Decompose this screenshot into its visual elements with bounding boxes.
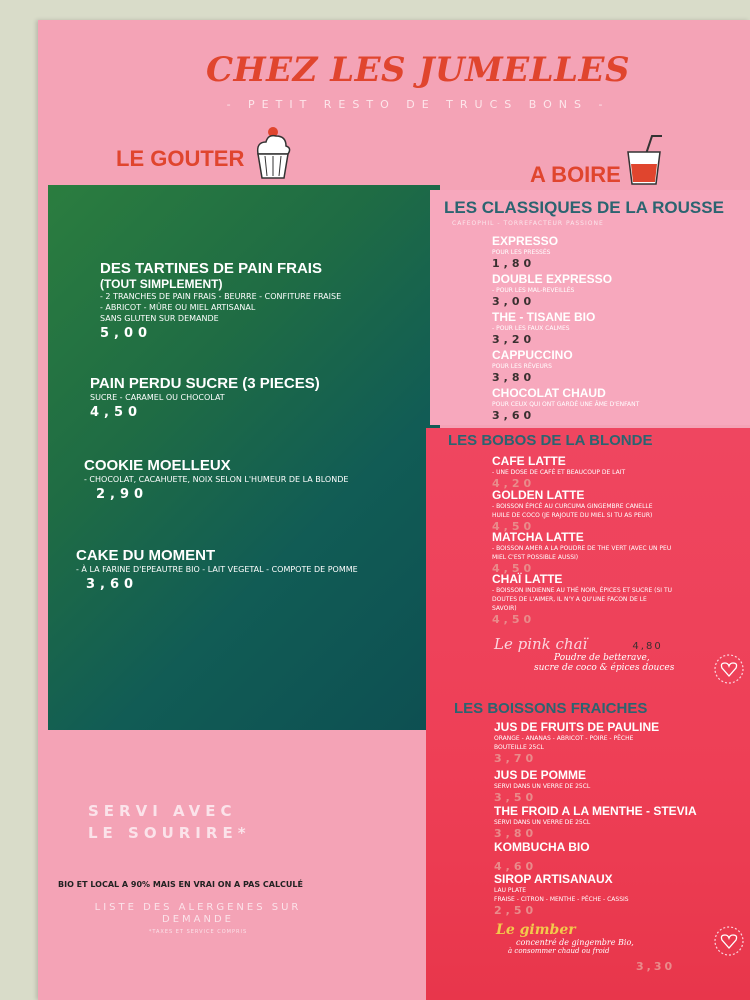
special-desc: concentré de gingembre Bio, <box>516 938 634 947</box>
bobos-heading: LES BOBOS DE LA BLONDE <box>448 432 653 449</box>
drink-desc: - BOISSON ÉPICÉ AU CURCUMA GINGEMBRE CANELLE <box>492 503 653 510</box>
drink-item <box>492 488 653 533</box>
smile-line: LE SOURIRE* <box>88 824 251 842</box>
item-name: DES TARTINES DE PAIN FRAIS <box>100 260 322 277</box>
classiques-panel <box>430 190 750 425</box>
allergen-line: LISTE DES ALERGENES SUR <box>94 902 302 913</box>
item-desc: SANS GLUTEN SUR DEMANDE <box>100 314 219 323</box>
drink-item <box>492 454 625 490</box>
service-note: *TAXES ET SERVICE COMPRIS <box>148 929 248 935</box>
drink-name: SIROP ARTISANAUX <box>494 872 613 886</box>
menu-item <box>90 375 470 420</box>
drink-price: 4,50 <box>492 520 536 533</box>
menu-item <box>84 457 464 502</box>
drink-name: CAPPUCCINO <box>492 348 573 362</box>
drink-item <box>494 840 590 873</box>
allergen-note <box>58 902 338 938</box>
drink-desc: FRAISE - CITRON - MENTHE - PÊCHE - CASSIS <box>494 896 629 903</box>
special-name: Le gimber <box>496 922 576 938</box>
fraiches-heading: LES BOISSONS FRAICHES <box>454 700 648 717</box>
item-desc: - ABRICOT - MÛRE OU MIEL ARTISANAL <box>100 303 256 312</box>
drink-item <box>492 272 612 308</box>
drink-item <box>492 348 573 384</box>
smile-text <box>88 800 251 844</box>
heart-badge-icon <box>712 924 746 958</box>
item-price: 2,90 <box>96 487 149 502</box>
drink-price: 4,50 <box>492 562 536 575</box>
drink-name: THE - TISANE BIO <box>492 310 596 324</box>
drink-price: 3,20 <box>492 333 536 346</box>
red-panel <box>426 428 750 1000</box>
drink-name: DOUBLE EXPRESSO <box>492 272 613 286</box>
menu-item <box>76 547 456 592</box>
cupcake-icon <box>250 124 296 182</box>
drink-name: CAFE LATTE <box>492 454 566 468</box>
drink-item <box>494 768 590 804</box>
drink-desc: - BOISSON INDIENNE AU THÉ NOIR, ÉPICES ET SUCRE (SI TU <box>492 587 673 594</box>
drink-desc: POUR LES PRESSÉS <box>492 249 551 256</box>
drink-desc: SERVI DANS UN VERRE DE 25CL <box>494 819 591 826</box>
item-price: 3,60 <box>86 577 139 592</box>
special-desc: Poudre de betterave, <box>554 653 650 663</box>
drink-desc: BOUTEILLE 25CL <box>494 744 544 751</box>
drink-desc: ORANGE - ANANAS - ABRICOT - POIRE - PÊCHE <box>494 735 634 742</box>
smile-line: SERVI AVEC <box>88 802 237 820</box>
item-desc: - À LA FARINE D'EPEAUTRE BIO - LAIT VEGETAL - COMPOTE DE POMME <box>76 565 358 574</box>
drink-item <box>492 530 671 575</box>
restaurant-subtitle: - PETIT RESTO DE TRUCS BONS - <box>226 98 610 111</box>
item-name-sub: (TOUT SIMPLEMENT) <box>100 277 223 291</box>
gimber-special <box>496 922 706 973</box>
drink-name: CHOCOLAT CHAUD <box>492 386 606 400</box>
drink-price: 4,60 <box>494 860 538 873</box>
drink-desc: - UNE DOSE DE CAFÉ ET BEAUCOUP DE LAIT <box>492 469 626 476</box>
drink-price: 3,50 <box>494 791 538 804</box>
classiques-heading: LES CLASSIQUES DE LA ROUSSE <box>444 198 724 217</box>
boire-heading: A BOIRE <box>530 162 621 187</box>
menu-sheet <box>38 20 750 1000</box>
drink-glass-icon <box>622 132 666 188</box>
item-desc: - 2 TRANCHES DE PAIN FRAIS - BEURRE - CONFITURE FRAISE <box>100 292 342 301</box>
item-name: COOKIE MOELLEUX <box>84 457 231 474</box>
drink-desc: SERVI DANS UN VERRE DE 25CL <box>494 783 591 790</box>
drink-name: KOMBUCHA BIO <box>494 840 590 854</box>
restaurant-title: CHEZ LES JUMELLES <box>205 50 631 90</box>
drink-name: JUS DE POMME <box>494 768 587 782</box>
drink-desc: POUR LES RÊVEURS <box>492 363 552 370</box>
drink-name: GOLDEN LATTE <box>492 488 585 502</box>
item-desc: - CHOCOLAT, CACAHUETE, NOIX SELON L'HUMEUR DE LA BLONDE <box>84 475 349 484</box>
drink-price: 3,80 <box>494 827 538 840</box>
drink-price: 4,20 <box>492 477 536 490</box>
item-price: 4,50 <box>90 405 143 420</box>
drink-item <box>492 234 558 270</box>
gouter-panel <box>48 185 440 730</box>
drink-price: 3,00 <box>492 295 536 308</box>
drink-desc: LAU PLATE <box>494 887 527 894</box>
drink-item <box>492 310 595 346</box>
drink-desc: HUILE DE COCO (JE RAJOUTE DU MIEL SI TU AS PEUR) <box>492 512 653 519</box>
drink-desc: - POUR LES FAUX CALMES <box>492 325 570 332</box>
drink-item <box>494 720 659 765</box>
drink-desc: MIEL C'EST POSSIBLE AUSSI) <box>492 554 579 561</box>
drink-name: EXPRESSO <box>492 234 559 248</box>
drink-desc: POUR CEUX QUI ONT GARDÉ UNE ÂME D'ENFANT <box>492 401 640 408</box>
drink-item <box>494 804 697 840</box>
item-desc: SUCRE - CARAMEL OU CHOCOLAT <box>90 393 225 402</box>
gouter-heading: LE GOUTER <box>116 146 245 171</box>
drink-name: MATCHA LATTE <box>492 530 584 544</box>
drink-price: 3,70 <box>494 752 538 765</box>
drink-name: CHAÏ LATTE <box>492 572 563 586</box>
item-name: CAKE DU MOMENT <box>76 547 216 564</box>
drink-price: 4,50 <box>492 613 536 626</box>
heart-badge-icon <box>712 652 746 686</box>
drink-name: JUS DE FRUITS DE PAULINE <box>494 720 660 734</box>
pink-chai-special <box>494 634 744 673</box>
drink-price: 1,80 <box>492 257 536 270</box>
special-name: Le pink chaï <box>494 635 588 653</box>
drink-price: 3,60 <box>492 409 536 422</box>
drink-desc: - BOISSON AMER A LA POUDRE DE THE VERT (AVEC UN PEU <box>492 545 672 552</box>
special-price: 4,80 <box>632 641 663 652</box>
drink-name: THE FROID A LA MENTHE - STEVIA <box>494 804 697 818</box>
special-desc: sucre de coco & épices douces <box>534 663 675 673</box>
local-note: BIO ET LOCAL A 90% MAIS EN VRAI ON A PAS CALCULÉ <box>58 880 303 889</box>
classiques-subheading: CAFEOPHIL - TORREFACTEUR PASSIONE <box>452 220 604 227</box>
item-name: PAIN PERDU SUCRE (3 PIECES) <box>90 375 320 392</box>
drink-desc: DOUTES DE L'AIMER, IL N'Y A QU'UNE FACON DE LE SAVOIR) <box>492 596 647 612</box>
allergen-line: DEMANDE <box>162 914 234 925</box>
menu-item <box>100 260 480 341</box>
drink-item <box>494 872 629 917</box>
drink-item <box>492 386 639 422</box>
drink-item <box>492 572 672 626</box>
special-price: 3,30 <box>636 960 676 973</box>
drink-price: 2,50 <box>494 904 538 917</box>
drink-price: 3,80 <box>492 371 536 384</box>
special-desc: à consommer chaud ou froid <box>508 947 610 955</box>
item-price: 5,00 <box>100 326 153 341</box>
drink-desc: - POUR LES MAL-REVEILLÉS <box>492 287 575 294</box>
